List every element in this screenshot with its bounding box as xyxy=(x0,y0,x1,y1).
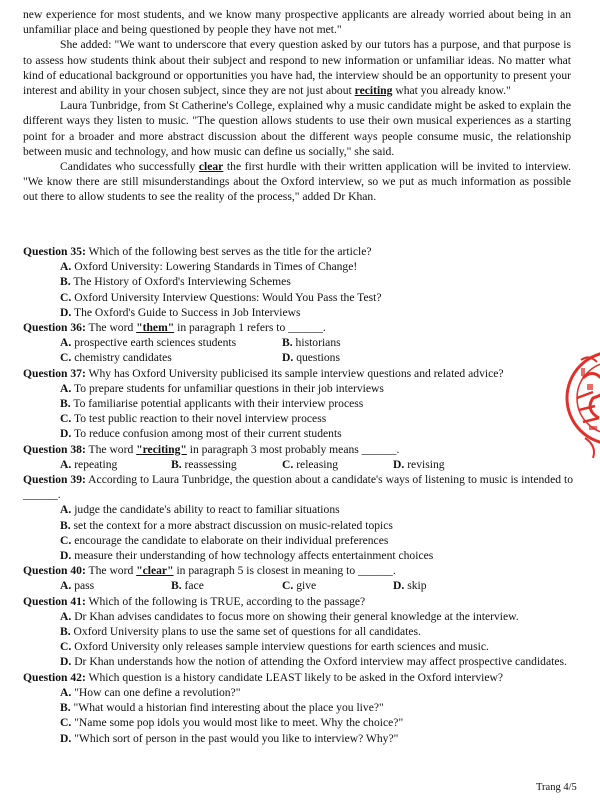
option-38-b[interactable]: B. reassessing xyxy=(171,457,237,471)
question-keyword: "reciting" xyxy=(136,442,187,456)
option-41-c[interactable]: C. Oxford University only releases sample interview questions for earth sciences and music. xyxy=(60,640,489,654)
passage-paragraph-candidates xyxy=(23,159,571,205)
option-35-b[interactable]: B. The History of Oxford's Interviewing Schemes xyxy=(60,275,291,289)
question-keyword: "them" xyxy=(136,321,175,335)
option-37-c[interactable]: C. To test public reaction to their novel interview process xyxy=(60,412,327,426)
option-41-d[interactable]: D. Dr Khan understands how the notion of attending the Oxford interview may affect prospective candidates. xyxy=(60,655,567,669)
question-text: Why has Oxford University publicised its sample interview questions and related advice? xyxy=(88,366,504,380)
options-row xyxy=(23,457,573,472)
options-row xyxy=(23,578,573,593)
question-label: Question 35: xyxy=(23,245,86,258)
paragraph-text-end: the first hurdle with their written application will be invited to interview. "We know there are still misunderstandings about the Oxford interview, so we put as much information as possible out there to allow students to see the reality of the process," added Dr Khan. xyxy=(23,160,571,204)
option-39-b[interactable]: B. set the context for a more abstract discussion on music-related topics xyxy=(60,518,393,532)
question-text: According to Laura Tunbridge, the question about a candidate's ways of listening to music is intended to ______. xyxy=(23,473,574,502)
question-39 xyxy=(23,472,573,502)
option-36-c[interactable]: C. chemistry candidates xyxy=(60,351,172,365)
option-38-c[interactable]: C. releasing xyxy=(282,457,339,471)
question-label: Question 38: xyxy=(23,442,86,456)
question-list xyxy=(23,244,573,746)
option-35-c[interactable]: C. Oxford University Interview Questions: Would You Pass the Test? xyxy=(60,290,382,304)
question-35 xyxy=(23,244,573,259)
option-37-a[interactable]: A. To prepare students for unfamiliar questions in their job interviews xyxy=(60,381,384,395)
question-text: Which of the following is TRUE, according to the passage? xyxy=(88,594,366,608)
option-42-d[interactable]: D. "Which sort of person in the past would you like to interview? Why?" xyxy=(60,731,399,745)
question-36: Question 36: The word "them" in paragraph 1 refers to ______. xyxy=(23,321,326,335)
option-40-c[interactable]: C. give xyxy=(282,579,317,593)
option-36-a[interactable]: A. prospective earth sciences students xyxy=(60,336,237,350)
option-41-b[interactable]: B. Oxford University plans to use the same set of questions for all candidates. xyxy=(60,625,421,639)
option-37-d[interactable]: D. To reduce confusion among most of their current students xyxy=(60,427,342,441)
option-38-a[interactable]: A. repeating xyxy=(60,457,118,471)
option-39-d[interactable]: D. measure their understanding of how technology affects entertainment choices xyxy=(60,549,434,563)
question-label: Question 41: xyxy=(23,594,86,608)
passage-paragraph-tutors xyxy=(23,37,571,98)
option-40-b[interactable]: B. face xyxy=(171,579,204,593)
reading-passage xyxy=(23,7,571,205)
highlighted-word-clear: clear xyxy=(198,160,224,174)
options-row xyxy=(23,335,573,350)
option-37-b[interactable]: B. To familiarise potential applicants with their interview process xyxy=(60,397,364,411)
question-41 xyxy=(23,594,573,609)
passage-paragraph-end: new experience for most students, and we know many prospective applicants are already worried about being in an unfamiliar place and being questioned by people they have not met." xyxy=(23,8,571,37)
paragraph-text: She added: "We want to underscore that every question asked by our tutors has a purpose, and that purpose is to assess how students think about their subject and respond to new information or unfamiliar ideas. No matter what kind of educational background or opportunities you have had, the interview should be an opportunity to present your interest and ability in your chosen subject, since they are not just about xyxy=(23,38,571,98)
option-40-d[interactable]: D. skip xyxy=(393,579,427,593)
option-42-b[interactable]: B. "What would a historian find interesting about the place you live?" xyxy=(60,701,384,715)
question-label: Question 37: xyxy=(23,366,86,380)
option-38-d[interactable]: D. revising xyxy=(393,457,445,471)
question-label: Question 39: xyxy=(23,473,86,487)
option-36-b[interactable]: B. historians xyxy=(282,336,341,350)
question-42 xyxy=(23,670,573,685)
option-35-a[interactable]: A. Oxford University: Lowering Standards in Times of Change! xyxy=(60,260,358,274)
option-41-a[interactable]: A. Dr Khan advises candidates to focus more on showing their general knowledge at the interview. xyxy=(60,609,519,623)
question-text: Which of the following best serves as the title for the article? xyxy=(88,245,372,258)
option-39-c[interactable]: C. encourage the candidate to elaborate on their individual preferences xyxy=(60,533,389,547)
option-42-a[interactable]: A. "How can one define a revolution?" xyxy=(60,685,241,699)
question-37 xyxy=(23,366,573,381)
paragraph-text: Candidates who successfully xyxy=(60,160,196,174)
option-42-c[interactable]: C. "Name some pop idols you would most like to meet. Why the choice?" xyxy=(60,716,404,730)
question-38: Question 38: The word "reciting" in paragraph 3 most probably means ______. xyxy=(23,442,400,456)
option-39-a[interactable]: A. judge the candidate's ability to react to familiar situations xyxy=(60,503,340,517)
question-label: Question 42: xyxy=(23,670,86,684)
paragraph-text-end: what you already know." xyxy=(395,84,511,98)
question-label: Question 40: xyxy=(23,564,86,578)
passage-paragraph-music: Laura Tunbridge, from St Catherine's College, explained why a music candidate might be asked to explain the different ways they listen to music. "The question allows students to use their own musical experiences as a starting point for a broader and more abstract discussion about the different ways people consume music, the relationship between music and technology, and how music can define us socially," she said. xyxy=(23,99,571,158)
question-label: Question 36: xyxy=(23,321,86,335)
red-seal-stamp-icon xyxy=(563,318,600,478)
option-35-d[interactable]: D. The Oxford's Guide to Success in Job Interviews xyxy=(60,305,301,319)
question-40: Question 40: The word "clear" in paragraph 5 is closest in meaning to ______. xyxy=(23,564,396,578)
question-text: Which question is a history candidate LEAST likely to be asked in the Oxford interview? xyxy=(88,670,503,684)
page-number: Trang 4/5 xyxy=(536,782,577,793)
option-36-d[interactable]: D. questions xyxy=(282,351,340,365)
option-40-a[interactable]: A. pass xyxy=(60,579,95,593)
question-keyword: "clear" xyxy=(136,564,174,578)
options-row xyxy=(23,350,573,365)
highlighted-word-reciting: reciting xyxy=(354,84,393,98)
